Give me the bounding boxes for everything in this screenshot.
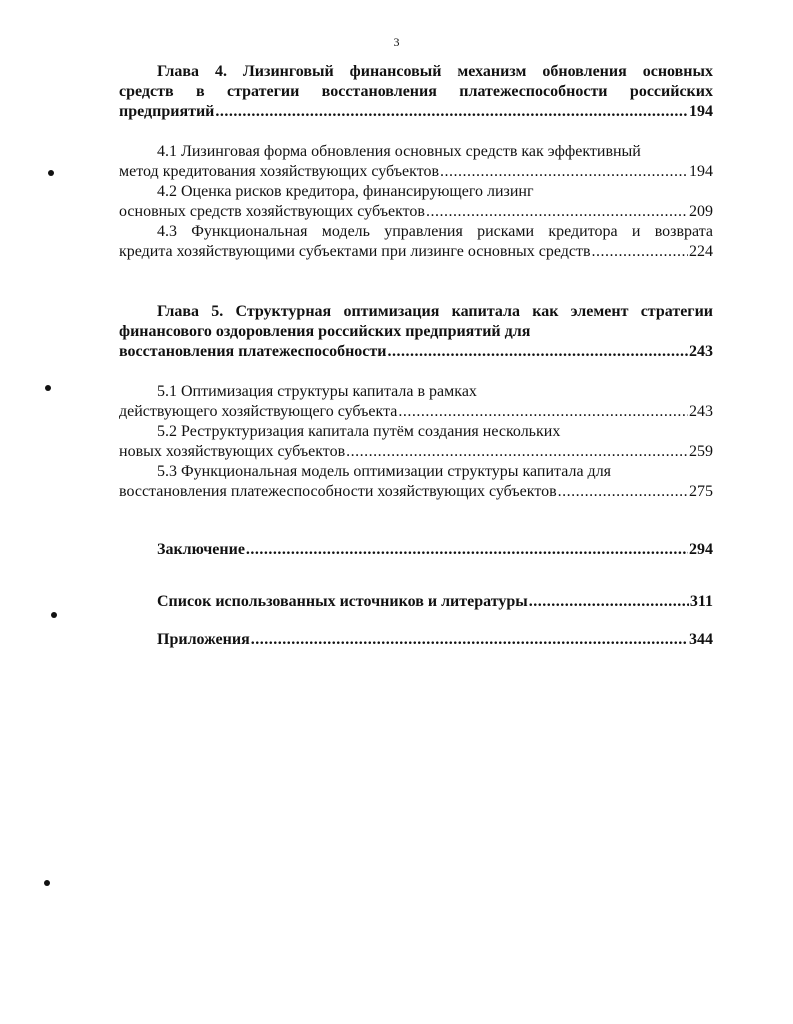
chapter-4-page: 194 — [689, 103, 713, 120]
dot-leader — [246, 540, 688, 560]
dot-leader — [440, 162, 688, 182]
references-line — [119, 592, 713, 612]
chapter-4-entry — [119, 62, 713, 122]
section-4-1-line-2 — [119, 162, 713, 182]
chapter-5-title-text: финансового оздоровления российских предприятий для — [119, 323, 531, 340]
section-5-3-line-1 — [119, 462, 713, 482]
dot-leader — [215, 102, 688, 122]
section-5-2-text: 5.2 Реструктуризация капитала путём создания нескольких — [157, 423, 561, 440]
dot-leader — [387, 342, 688, 362]
chapter-4-title-line-3 — [119, 102, 713, 122]
chapter-5-title-line-1: Глава 5. Структурная оптимизация капитала как элемент стратегии — [157, 303, 713, 320]
section-4-3-line-2 — [119, 242, 713, 262]
section-4-2-line-1 — [119, 182, 713, 202]
chapter-5-title-line-3 — [119, 342, 713, 362]
references-label: Список использованных источников и литературы — [157, 593, 528, 610]
appendices-page: 344 — [689, 631, 713, 648]
dot-leader — [426, 202, 688, 222]
section-5-3-line-2 — [119, 482, 713, 502]
section-5-1-line-1 — [119, 382, 713, 402]
section-4-3-text-end: кредита хозяйствующими субъектами при лизинге основных средств — [119, 243, 591, 260]
dot-leader — [529, 592, 689, 612]
section-4-1-text-end: метод кредитования хозяйствующих субъектов — [119, 163, 440, 180]
scan-mark — [51, 612, 57, 618]
section-4-2-text-end: основных средств хозяйствующих субъектов — [119, 203, 425, 220]
section-5-2-text-end: новых хозяйствующих субъектов — [119, 443, 346, 460]
section-4-2-page: 209 — [689, 203, 713, 220]
section-5-1-text-end: действующего хозяйствующего субъекта — [119, 403, 398, 420]
references-page: 311 — [689, 593, 713, 610]
dot-leader — [592, 242, 688, 262]
section-5-3-entry — [119, 462, 713, 502]
chapter-5-title-line-2 — [119, 322, 713, 342]
conclusion-line — [119, 540, 713, 560]
dot-leader — [251, 630, 688, 650]
scan-mark — [48, 170, 54, 176]
page-number: 3 — [393, 35, 400, 49]
section-4-1-entry — [119, 142, 713, 182]
chapter-5-entry — [119, 302, 713, 362]
dot-leader — [398, 402, 688, 422]
section-5-3-text-end: восстановления платежеспособности хозяйствующих субъектов — [119, 483, 557, 500]
scan-mark — [44, 880, 50, 886]
dot-leader — [558, 482, 688, 502]
section-4-1-text: 4.1 Лизинговая форма обновления основных средств как эффективный — [157, 143, 641, 160]
appendices-entry — [119, 630, 713, 650]
section-5-1-entry — [119, 382, 713, 422]
conclusion-page: 294 — [689, 541, 713, 558]
section-5-2-line-2 — [119, 442, 713, 462]
section-5-2-page: 259 — [689, 443, 713, 460]
section-5-3-page: 275 — [689, 483, 713, 500]
section-5-2-line-1 — [119, 422, 713, 442]
section-4-1-line-1 — [119, 142, 713, 162]
section-4-1-page: 194 — [689, 163, 713, 180]
section-5-1-page: 243 — [689, 403, 713, 420]
dot-leader — [346, 442, 688, 462]
section-5-3-text: 5.3 Функциональная модель оптимизации структуры капитала для — [157, 463, 612, 480]
section-5-1-line-2 — [119, 402, 713, 422]
appendices-line — [119, 630, 713, 650]
section-4-3-entry — [119, 222, 713, 262]
references-entry — [119, 592, 713, 612]
section-4-2-line-2 — [119, 202, 713, 222]
chapter-4-title-line-1: Глава 4. Лизинговый финансовый механизм обновления основных — [157, 63, 713, 80]
chapter-4-title-line-2: средств в стратегии восстановления платежеспособности российских — [119, 83, 713, 100]
conclusion-label: Заключение — [157, 541, 245, 558]
section-4-2-entry — [119, 182, 713, 222]
section-4-2-text: 4.2 Оценка рисков кредитора, финансирующего лизинг — [157, 183, 534, 200]
conclusion-entry — [119, 540, 713, 560]
section-5-2-entry — [119, 422, 713, 462]
scan-mark — [45, 385, 51, 391]
section-4-3-page: 224 — [689, 243, 713, 260]
section-5-1-text: 5.1 Оптимизация структуры капитала в рамках — [157, 383, 477, 400]
chapter-5-title-end: восстановления платежеспособности — [119, 343, 387, 360]
chapter-4-title-end: предприятий — [119, 103, 215, 120]
section-4-3-line-1: 4.3 Функциональная модель управления рисками кредитора и возврата — [157, 223, 713, 240]
chapter-5-page: 243 — [689, 343, 713, 360]
appendices-label: Приложения — [157, 631, 250, 648]
